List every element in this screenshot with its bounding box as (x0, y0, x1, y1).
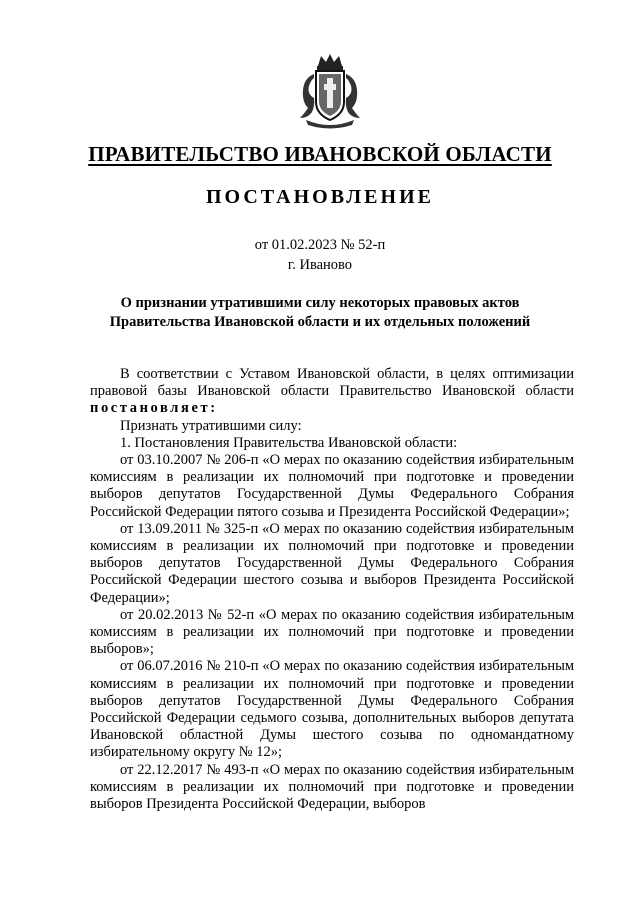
item-1-paragraph: 1. Постановления Правительства Ивановской области: (120, 434, 458, 451)
intro-text: В соответствии с Уставом Ивановской области, в целях оптимизации правовой базы Ивановской области Правительство Ивановской области (90, 366, 574, 400)
government-name-text: ПРАВИТЕЛЬСТВО ИВАНОВСКОЙ ОБЛАСТИ (88, 142, 552, 166)
recognize-paragraph: Признать утратившими силу: (120, 417, 302, 434)
act-paragraph: от 13.09.2011 № 325-п «О мерах по оказанию содействия избирательным комиссиям в реализации их полномочий при подготовке и проведении выборов депутатов Государственной Думы Федерального Собрания Российской Федерации шестого созыва и выборов Президента Российской Федерации»; (90, 520, 574, 606)
document-heading (60, 294, 580, 332)
intro-paragraph (90, 366, 574, 418)
document-body (90, 366, 574, 813)
act-paragraph: от 06.07.2016 № 210-п «О мерах по оказанию содействия избирательным комиссиям в реализации их полномочий при подготовке и проведении выборов депутатов Государственной Думы Федерального Собрания Российской Федерации седьмого созыва, дополнительных выборов депутата Ивановской областной Думы шестого созыва по одномандатному избирательному округу № 12»; (90, 658, 574, 761)
intro-keyword: постановляет: (90, 400, 218, 417)
document-heading-line1: О признании утратившими силу некоторых правовых актов (120, 295, 520, 311)
document-type: ПОСТАНОВЛЕНИЕ (206, 186, 434, 208)
document-heading-line2: Правительства Ивановской области и их отдельных положений (109, 314, 531, 330)
government-name (0, 142, 640, 167)
act-paragraph: от 20.02.2013 № 52-п «О мерах по оказанию содействия избирательным комиссиям в реализации их полномочий при подготовке и проведении выборов»; (90, 606, 574, 658)
document-city: г. Иваново (287, 257, 353, 273)
document-date-number: от 01.02.2023 № 52-п (254, 237, 386, 253)
coat-of-arms-icon (294, 52, 366, 130)
act-paragraph: от 03.10.2007 № 206-п «О мерах по оказанию содействия избирательным комиссиям в реализации их полномочий при подготовке и проведении выборов депутатов Государственной Думы Федерального Собрания Российской Федерации пятого созыва и Президента Российской Федерации»; (90, 452, 574, 520)
act-paragraph: от 22.12.2017 № 493-п «О мерах по оказанию содействия избирательным комиссиям в реализации их полномочий при подготовке и проведении выборов Президента Российской Федерации, выборов (90, 761, 574, 813)
